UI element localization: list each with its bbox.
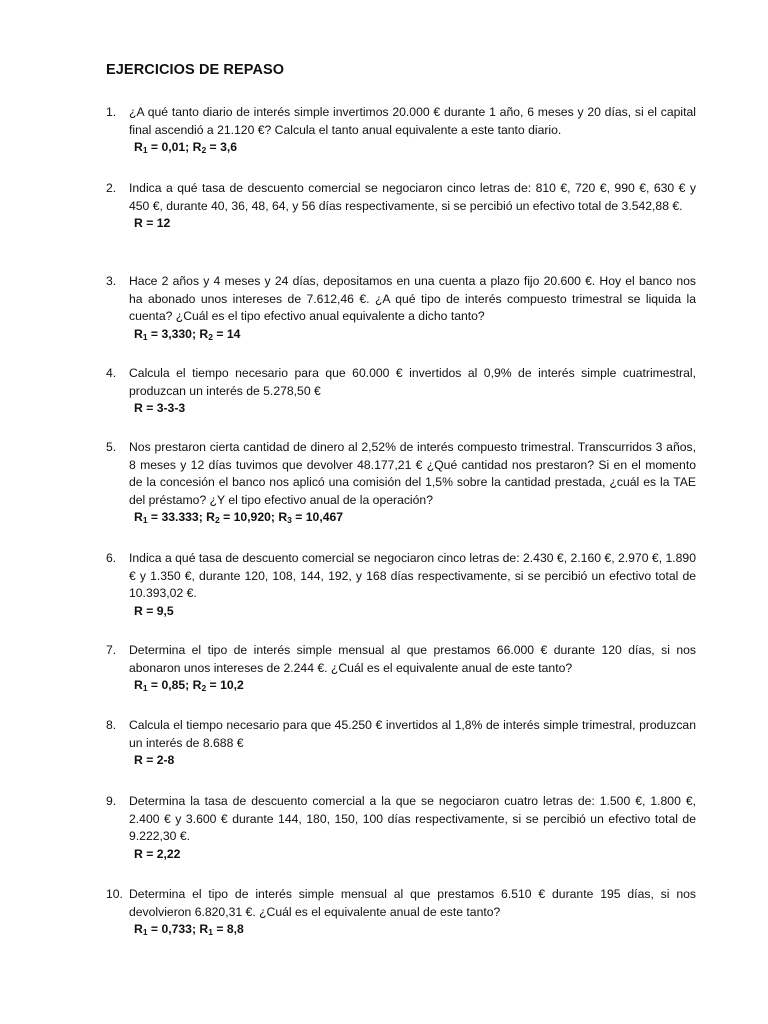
answer-value: 3,330	[161, 326, 192, 341]
exercise-answer: R = 3-3-3	[134, 401, 186, 416]
answer-subscript: 2	[208, 331, 213, 342]
answer-label: R	[206, 510, 215, 525]
exercise-text: Determina el tipo de interés simple mensual al que prestamos 6.510 € durante 195 días, si nos devolvieron 6.820,31 €. ¿Cuál es el equivalente anual de este tanto?	[129, 887, 696, 919]
answer-value: 8,8	[226, 922, 244, 937]
exercise-answer: R = 2-8	[134, 753, 175, 768]
exercise-item	[106, 717, 696, 770]
answer-value: 0,85	[161, 678, 186, 693]
exercise-item	[106, 793, 696, 863]
exercise-text: ¿A qué tanto diario de interés simple invertimos 20.000 € durante 1 año, 6 meses y 20 días, si el capital final ascendió a 21.120 €? Calcula el tanto anual equivalente a este tanto diario.	[129, 105, 696, 137]
exercise-item	[106, 180, 696, 233]
answer-value: 12	[156, 216, 171, 231]
answer-value: 2,22	[156, 846, 181, 861]
answer-label: R	[134, 922, 143, 937]
exercise-item	[106, 550, 696, 620]
answer-subscript: 1	[142, 145, 148, 156]
answer-subscript: 3	[287, 515, 292, 526]
answer-label: R	[134, 603, 143, 618]
exercise-answer: R = 9,5	[134, 603, 174, 618]
exercise-text: Calcula el tiempo necesario para que 45.250 € invertidos al 1,8% de interés simple trimestral, produzcan un interés de 8.688 €	[129, 718, 696, 750]
answer-label: R	[199, 326, 209, 341]
exercise-item	[106, 365, 696, 418]
exercise-answer: $R_1 = 0,01$; $R_2 = 3,6$	[134, 140, 238, 156]
answer-label: R	[134, 510, 143, 525]
exercise-answer: R = 2,22	[134, 846, 181, 861]
exercise-number: 8.	[106, 718, 117, 732]
answer-value: 14	[226, 326, 241, 341]
exercise-number: 5.	[106, 440, 117, 454]
answer-value: 3-3-3	[156, 401, 186, 416]
answer-label: R	[134, 326, 143, 341]
answer-subscript: 1	[142, 515, 148, 526]
answer-label: R	[134, 753, 143, 768]
answer-subscript: 1	[142, 683, 148, 694]
answer-label: R	[134, 216, 143, 231]
exercise-text: Indica a qué tasa de descuento comercial se negociaron cinco letras de: 810 €, 720 €, 990 €, 630 € y 450 €, durante 40, 36, 48, 64, y 56 días respectivamente, si se percibió un efectivo total de 3.542,88 €.	[129, 181, 696, 213]
answer-label: R	[134, 846, 143, 861]
exercise-item	[106, 886, 696, 939]
exercise-answer: $R_1 = 0,733$; $R_1 = 8,8$	[134, 922, 244, 938]
exercise-text: Determina la tasa de descuento comercial a la que se negociaron cuatro letras de: 1.500 €, 1.800 €, 2.400 € y 3.600 € durante 144, 180, 150, 100 días respectivamente, si se percibió un efectivo total de 9.222,30 €.	[129, 794, 696, 844]
answer-value: 33.333	[161, 510, 199, 525]
answer-label: R	[199, 922, 209, 937]
answer-subscript: 1	[142, 331, 148, 342]
exercise-item	[106, 439, 696, 527]
answer-value: 2-8	[156, 753, 175, 768]
exercise-text: Indica a qué tasa de descuento comercial se negociaron cinco letras de: 2.430 €, 2.160 €, 2.970 €, 1.890 € y 1.350 €, durante 120, 108, 144, 192, y 168 días respectivamente, si se percibió un efectivo total de 10.393,02 €.	[129, 551, 696, 601]
exercise-text: Determina el tipo de interés simple mensual al que prestamos 66.000 € durante 120 días, si nos abonaron unos intereses de 2.244 €. ¿Cuál es el equivalente anual de este tanto?	[129, 643, 696, 675]
exercise-answer: $R_1 = 0,85$; $R_2 = 10,2$	[134, 678, 244, 694]
answer-subscript: 1	[208, 927, 213, 938]
answer-label: R	[192, 140, 202, 155]
page-title: EJERCICIOS DE REPASO	[106, 62, 285, 78]
exercise-answer: R = 12	[134, 216, 171, 231]
exercise-number: 3.	[106, 274, 117, 288]
answer-value: 3,6	[220, 140, 238, 155]
answer-value: 0,733	[161, 922, 192, 937]
answer-label: R	[134, 140, 143, 155]
exercise-text: Nos prestaron cierta cantidad de dinero al 2,52% de interés compuesto trimestral. Transcurridos 3 años, 8 meses y 12 días tuvimos que devolver 48.177,21 € ¿Qué cantidad nos prestaron? Si en el momento de la concesión el banco nos aplicó una comisión del 1,5% sobre la cantidad prestada, ¿cuál es la TAE del préstamo? ¿Y el tipo efectivo anual de la operación?	[129, 440, 696, 507]
exercise-number: 7.	[106, 643, 117, 657]
answer-label: R	[134, 678, 143, 693]
answer-label: R	[278, 510, 288, 525]
exercise-text: Hace 2 años y 4 meses y 24 días, depositamos en una cuenta a plazo fijo 20.600 €. Hoy el banco nos ha abonado unos intereses de 7.612,46 €. ¿A qué tipo de interés compuesto trimestral se liquida la cuenta? ¿Cuál es el tipo efectivo anual equivalente a dicho tanto?	[129, 274, 696, 324]
answer-label: R	[192, 678, 202, 693]
exercise-item	[106, 104, 696, 157]
exercise-number: 9.	[106, 794, 117, 808]
exercise-answer: $R_1 = 3,330$; $R_2 = 14$	[134, 326, 241, 342]
answer-value: 10,467	[305, 510, 344, 525]
exercise-number: 6.	[106, 551, 117, 565]
exercise-number: 10.	[106, 887, 123, 901]
answer-value: 0,01	[161, 140, 186, 155]
exercise-number: 2.	[106, 181, 117, 195]
answer-subscript: 2	[201, 683, 207, 694]
answer-value: 9,5	[156, 603, 174, 618]
answer-label: R	[134, 401, 143, 416]
exercise-answer: $R_1 = 33.333$; $R_2 = 10,920$; $R_3 = 10,467$	[134, 510, 344, 526]
exercise-item	[106, 642, 696, 695]
exercise-text: Calcula el tiempo necesario para que 60.000 € invertidos al 0,9% de interés simple cuatrimestral, produzcan un interés de 5.278,50 €	[129, 366, 696, 398]
exercise-number: 1.	[106, 105, 117, 119]
exercise-item	[106, 273, 696, 343]
answer-value: 10,920	[233, 510, 271, 525]
answer-subscript: 1	[142, 927, 148, 938]
exercise-number: 4.	[106, 366, 117, 380]
answer-value: 10,2	[220, 678, 244, 693]
answer-subscript: 2	[214, 515, 220, 526]
answer-subscript: 2	[201, 145, 207, 156]
